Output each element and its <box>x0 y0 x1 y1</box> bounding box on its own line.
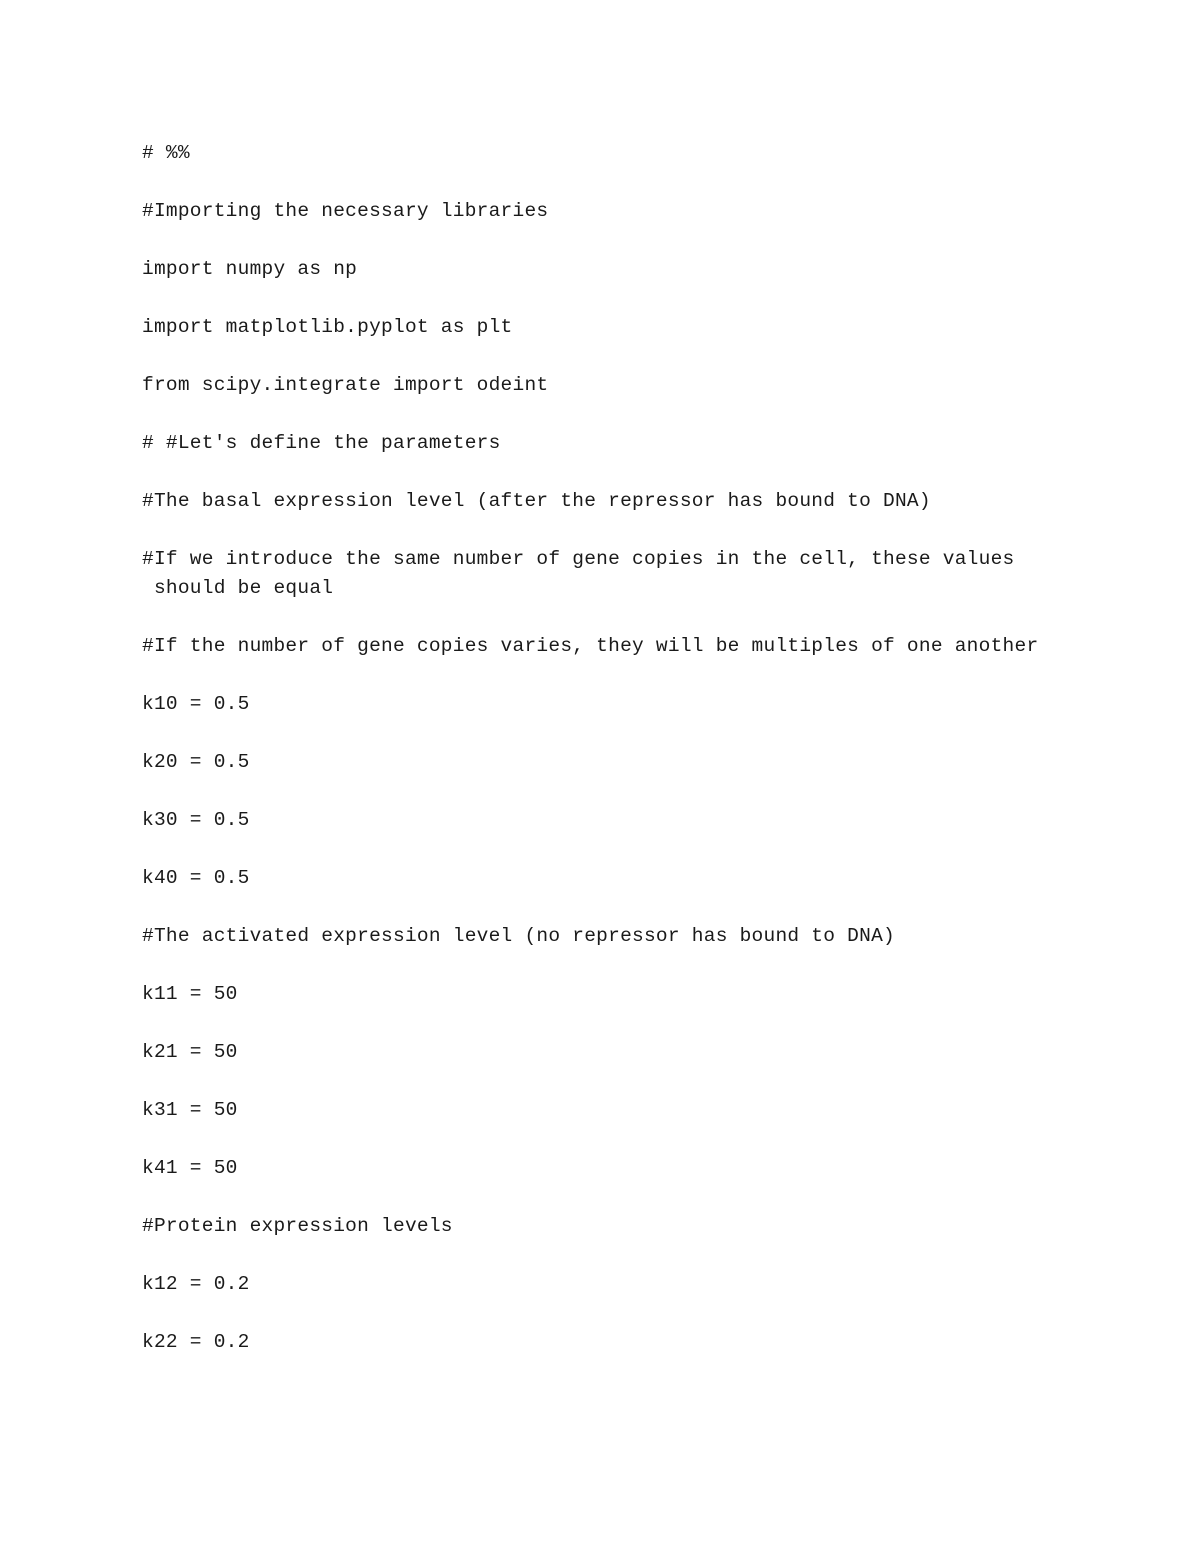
code-line-k12: k12 = 0.2 <box>142 1273 250 1295</box>
code-line-comment-multiples: #If the number of gene copies varies, they will be multiples of one another <box>142 635 1039 657</box>
code-line-comment-imports: #Importing the necessary libraries <box>142 200 549 222</box>
code-line-k21: k21 = 50 <box>142 1041 238 1063</box>
code-line-k40: k40 = 0.5 <box>142 867 250 889</box>
code-block <box>142 139 1152 1386</box>
code-line-comment-protein: #Protein expression levels <box>142 1215 453 1237</box>
code-line-k30: k30 = 0.5 <box>142 809 250 831</box>
code-line-import-odeint: from scipy.integrate import odeint <box>142 374 549 396</box>
code-line-import-matplotlib: import matplotlib.pyplot as plt <box>142 316 513 338</box>
code-line-k10: k10 = 0.5 <box>142 693 250 715</box>
code-line-import-numpy: import numpy as np <box>142 258 358 280</box>
code-line-k20: k20 = 0.5 <box>142 751 250 773</box>
code-line-k31: k31 = 50 <box>142 1099 238 1121</box>
code-line-k41: k41 = 50 <box>142 1157 238 1179</box>
code-line-k11: k11 = 50 <box>142 983 238 1005</box>
code-line-cell-marker: # %% <box>142 142 190 164</box>
code-line-comment-gene-copies: #If we introduce the same number of gene copies in the cell, these values should be equal <box>142 548 1015 599</box>
code-line-comment-parameters: # #Let's define the parameters <box>142 432 501 454</box>
code-line-comment-basal: #The basal expression level (after the repressor has bound to DNA) <box>142 490 931 512</box>
code-line-comment-activated: #The activated expression level (no repressor has bound to DNA) <box>142 925 895 947</box>
code-line-k22: k22 = 0.2 <box>142 1331 250 1353</box>
